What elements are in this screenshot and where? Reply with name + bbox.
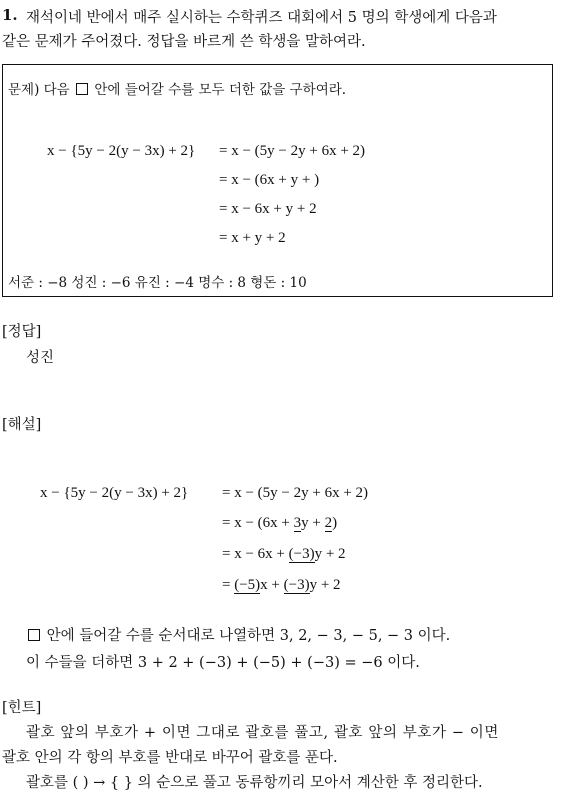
box-eq-lhs: x − {5y − 2(y − 3x) + 2} <box>47 143 196 159</box>
solution-line-3 <box>222 546 346 563</box>
solution-line-4-part-b: x + <box>260 577 284 593</box>
box-prompt-suffix: 안에 들어갈 수를 모두 더한 값을 구하여라. <box>94 82 347 98</box>
hint-label: [힌트] <box>2 700 42 716</box>
solution-line-2-part-b: y + <box>301 515 325 531</box>
box-eq-line-1: = x − (5y − 2y + 6x + 2) <box>219 143 366 159</box>
solution-note-1-text: 안에 들어갈 수를 순서대로 나열하면 3, 2, − 3, − 5, − 3 이다. <box>46 628 451 644</box>
solution-line-2-part-a: = x − (6x + <box>222 515 294 531</box>
solution-line-2 <box>222 515 337 532</box>
solution-line-4 <box>222 577 341 594</box>
hint-line-3: 괄호를 ( ) → { } 의 순으로 풀고 동류항끼리 모아서 계산한 후 정리한다. <box>26 775 483 791</box>
solution-line-2-part-c: ) <box>332 515 338 531</box>
solution-line-4-part-a: = <box>222 577 235 593</box>
problem-text-line2: 같은 문제가 주어졌다. 정답을 바르게 쓴 학생을 말하여라. <box>2 34 366 50</box>
solution-line-1: = x − (5y − 2y + 6x + 2) <box>222 485 369 501</box>
solution-note-1 <box>26 624 450 645</box>
solution-line-3-part-a: = x − 6x + <box>222 546 289 562</box>
box-eq-line-3: = x − 6x + y + 2 <box>219 201 317 217</box>
solution-eq-lhs: x − {5y − 2(y − 3x) + 2} <box>40 485 189 501</box>
box-prompt-prefix: 문제) 다음 <box>8 82 70 98</box>
box-eq-line-4: = x + y + 2 <box>219 230 286 246</box>
blank-square-icon <box>76 83 88 95</box>
solution-line-4-part-c: y + 2 <box>309 577 341 593</box>
answer-label: [정답] <box>2 324 42 340</box>
hint-line-1: 괄호 앞의 부호가 + 이면 그대로 괄호를 풀고, 괄호 앞의 부호가 − 이면 <box>26 725 499 741</box>
solution-underlined-value: 3 <box>293 515 302 531</box>
solution-underlined-value: 2 <box>324 515 333 531</box>
solution-underlined-value: (−3) <box>283 577 310 593</box>
solution-underlined-value: (−3) <box>288 546 315 562</box>
hint-line-2: 괄호 안의 각 항의 부호를 반대로 바꾸어 괄호를 푼다. <box>2 750 338 766</box>
solution-label: [해설] <box>2 417 42 433</box>
box-eq-line-2: = x − (6x + y + ) <box>219 172 320 188</box>
question-box <box>2 64 553 297</box>
problem-text-line1: 재석이네 반에서 매주 실시하는 수학퀴즈 대회에서 5 명의 학생에게 다음과 <box>26 10 497 26</box>
student-answers: 서준 : −8 성진 : −6 유진 : −4 명수 : 8 형돈 : 10 <box>8 275 307 291</box>
solution-underlined-value: (−5) <box>234 577 261 593</box>
solution-line-3-part-b: y + 2 <box>314 546 346 562</box>
problem-number: 1. <box>2 6 18 24</box>
solution-note-2: 이 수들을 더하면 3 + 2 + (−3) + (−5) + (−3) = −6 이다. <box>26 655 420 671</box>
answer-value: 성진 <box>26 350 55 366</box>
blank-square-icon <box>28 629 40 641</box>
box-prompt <box>8 78 346 98</box>
